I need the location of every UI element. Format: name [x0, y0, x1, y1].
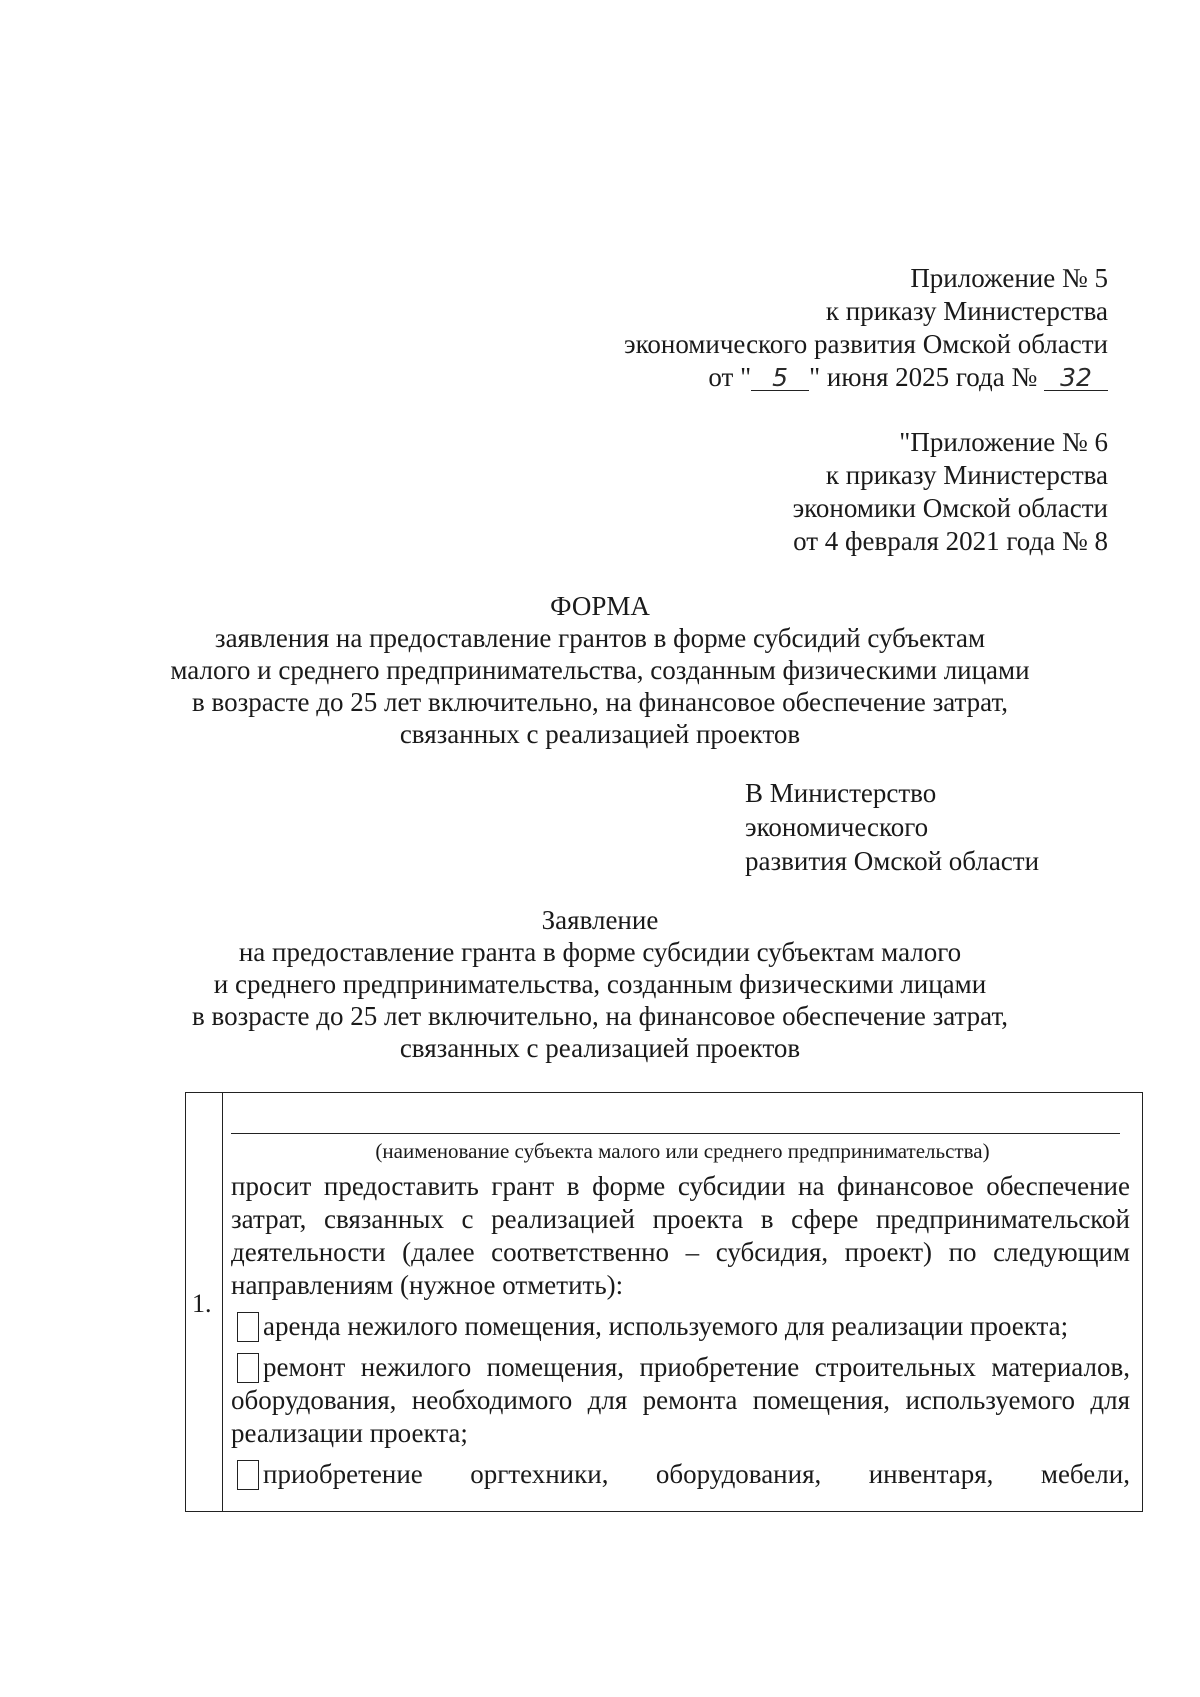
date-prefix: от " — [708, 362, 752, 392]
appendix-title: Приложение № 5 — [910, 263, 1108, 293]
option-repair — [231, 1351, 1130, 1384]
option-rent — [231, 1310, 1130, 1343]
statement-title-line: и среднего предпринимательства, созданным физическими лицами — [213, 969, 987, 999]
entity-name-field[interactable] — [231, 1133, 1120, 1134]
option-rent-label: аренда нежилого помещения, используемого для реализации проекта; — [263, 1311, 1069, 1341]
statement-title-block — [150, 904, 1050, 1064]
statement-title-line: на предоставление гранта в форме субсидии субъектам малого — [238, 937, 962, 967]
recipient-block — [745, 776, 1039, 878]
option-equipment-word: мебели, — [1040, 1459, 1130, 1489]
application-table — [185, 1092, 1143, 1512]
handwritten-day: 5 — [751, 366, 809, 391]
date-middle: " июня 2025 года № — [809, 362, 1044, 392]
form-title-line: заявления на предоставление грантов в форме субсидий субъектам — [214, 623, 986, 653]
form-title-line: в возрасте до 25 лет включительно, на финансовое обеспечение затрат, — [192, 687, 1008, 717]
row-content-cell — [231, 1093, 1134, 1511]
row-number: 1. — [192, 1289, 212, 1318]
checkbox-rent[interactable] — [237, 1312, 259, 1342]
recipient-line: экономического — [745, 812, 929, 842]
request-text: просит предоставить грант в форме субсидии на финансовое обеспечение затрат, связанных с реализацией проекта в сфере предпринимательской деятельности (далее соответственно – субсидия, проект) по следующим направлениям (нужное отметить): — [231, 1171, 1130, 1300]
option-equipment-label — [263, 1458, 1130, 1491]
statement-title-line: связанных с реализацией проектов — [399, 1033, 801, 1063]
handwritten-order-number: 32 — [1044, 366, 1108, 391]
recipient-line: развития Омской области — [745, 846, 1040, 876]
row-number-cell — [186, 1093, 223, 1511]
original-appendix-title: "Приложение № 6 — [899, 427, 1108, 457]
appendix-original-block — [793, 426, 1108, 558]
recipient-line: В Министерство — [745, 778, 937, 808]
option-equipment-word: инвентаря, — [868, 1459, 994, 1489]
original-order-ref: к приказу Министерства — [825, 460, 1108, 490]
appendix-order-ref: к приказу Министерства — [825, 296, 1108, 326]
form-title-line: малого и среднего предпринимательства, созданным физическими лицами — [170, 655, 1030, 685]
original-ministry: экономики Омской области — [792, 493, 1108, 523]
form-title-block — [150, 590, 1050, 750]
appendix-ministry: экономического развития Омской области — [624, 329, 1108, 359]
entity-name-caption: (наименование субъекта малого или среднего предпринимательства) — [375, 1139, 990, 1163]
option-equipment — [231, 1458, 1130, 1491]
appendix-current-block — [624, 262, 1108, 394]
form-heading: ФОРМА — [550, 591, 650, 621]
form-title-line: связанных с реализацией проектов — [399, 719, 801, 749]
statement-heading: Заявление — [541, 905, 659, 935]
option-repair-continuation: оборудования, необходимого для ремонта помещения, используемого для реализации проекта; — [231, 1385, 1130, 1448]
statement-title-line: в возрасте до 25 лет включительно, на финансовое обеспечение затрат, — [192, 1001, 1008, 1031]
option-equipment-word: оборудования, — [655, 1459, 822, 1489]
option-equipment-word: приобретение — [263, 1459, 423, 1489]
option-repair-label: ремонт нежилого помещения, приобретение строительных материалов, — [263, 1352, 1130, 1382]
option-equipment-word: оргтехники, — [470, 1459, 609, 1489]
checkbox-equipment[interactable] — [237, 1460, 259, 1490]
original-date: от 4 февраля 2021 года № 8 — [793, 526, 1108, 556]
appendix-date-line — [624, 361, 1108, 394]
checkbox-repair[interactable] — [237, 1353, 259, 1383]
